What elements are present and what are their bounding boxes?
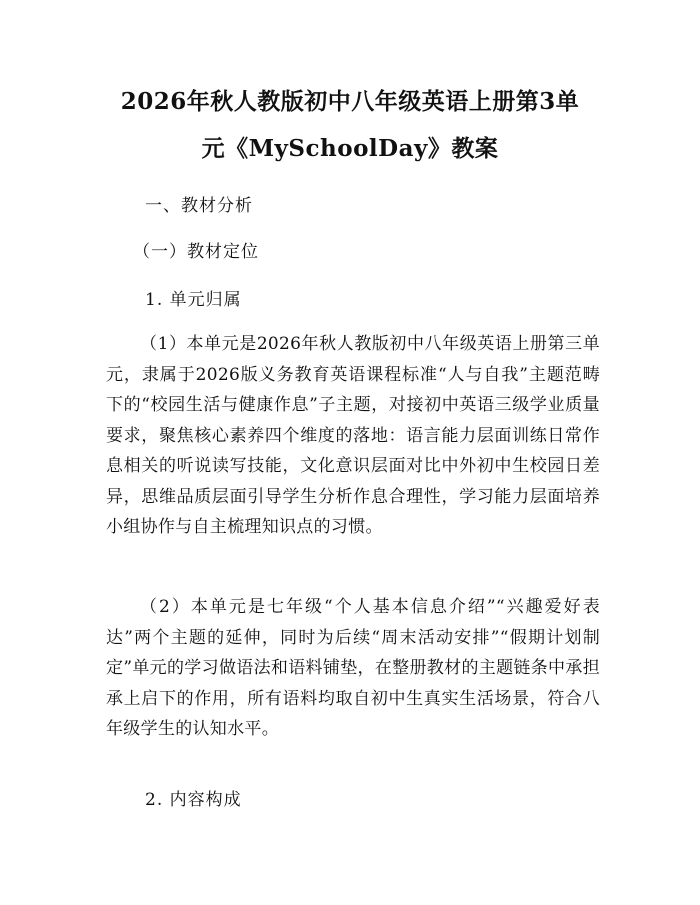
- paragraph-unit-belonging-2: （2）本单元是七年级“个人基本信息介绍”“兴趣爱好表达”两个主题的延伸，同时为后续“周末活动安排”“假期计划制定”单元的学习做语法和语料铺垫，在整册教材的主题链条中承担承上启下的作用，所有语料均取自初中生真实生活场景，符合八年级学生的认知水平。: [106, 597, 600, 739]
- item-heading-unit-belonging: 1. 单元归属: [145, 290, 242, 310]
- section-heading-textbook-analysis: 一、教材分析: [145, 196, 253, 216]
- document-title-line-1: 2026年秋人教版初中八年级英语上册第3单: [120, 88, 580, 115]
- document-title-line-2: 元《MySchoolDay》教案: [201, 135, 499, 162]
- subsection-heading-textbook-positioning: （一）教材定位: [133, 242, 259, 262]
- paragraph-unit-belonging-1: （1）本单元是2026年秋人教版初中八年级英语上册第三单元，隶属于2026版义务教育英语课程标准“人与自我”主题范畴下的“校园生活与健康作息”子主题，对接初中英语三级学业质量要求，聚焦核心素养四个维度的落地：语言能力层面训练日常作息相关的听说读写技能，文化意识层面对比中外初中生校园日差异，思维品质层面引导学生分析作息合理性，学习能力层面培养小组协作与自主梳理知识点的习惯。: [106, 334, 600, 537]
- item-heading-content-structure: 2. 内容构成: [145, 790, 242, 810]
